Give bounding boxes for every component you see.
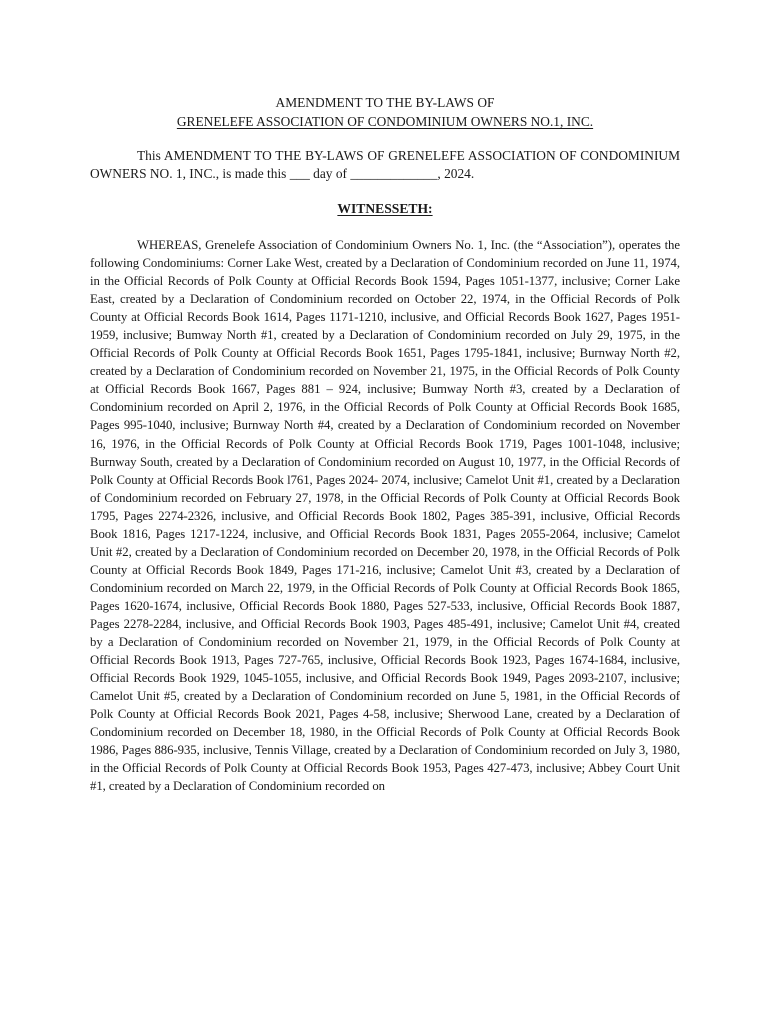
document-title-line-1: AMENDMENT TO THE BY-LAWS OF <box>275 95 495 110</box>
intro-paragraph: This AMENDMENT TO THE BY-LAWS OF GRENELEFE ASSOCIATION OF CONDOMINIUM OWNERS NO. 1, INC., is made this ___ day of _____________, 2024. <box>90 148 680 181</box>
witnesseth-heading: WITNESSETH: <box>337 201 433 216</box>
whereas-paragraph: WHEREAS, Grenelefe Association of Condominium Owners No. 1, Inc. (the “Association”), operates the following Condominiums: Corner Lake West, created by a Declaration of Condominium recorded on June 11, 1974, in the Official Records of Polk County at Official Records Book 1594, Pages 1051-1377, inclusive; Corner Lake East, created by a Declaration of Condominium recorded on October 22, 1974, in the Official Records of Polk County at Official Records Book 1614, Pages 1171-1210, inclusive, and Official Records Book 1627, Pages 1951-1959, inclusive; Bumway North #1, created by a Declaration of Condominium recorded on July 29, 1975, in the Official Records of Polk County at Official Records Book 1651, Pages 1795-1841, inclusive; Burnway North #2, created by a Declaration of Condominium recorded on November 21, 1975, in the Official Records of Polk County at Official Records Book 1667, Pages 881 – 924, inclusive; Bumway North #3, created by a Declaration of Condominium recorded on April 2, 1976, in the Official Records of Polk County at Official Records Book 1685, Pages 995-1040, inclusive; Burnway North #4, created by a Declaration of Condominium recorded on November 16, 1976, in the Official Records of Polk County at Official Records Book 1719, Pages 1001-1048, inclusive; Burnway South, created by a Declaration of Condominium recorded on August 10, 1977, in the Official Records of Polk County at Official Records Book l761, Pages 2024- 2074, inclusive; Camelot Unit #1, created by a Declaration of Condominium recorded on February 27, 1978, in the Official Records of Polk County at Official Records Book 1795, Pages 2274-2326, inclusive, and Official Records Book 1802, Pages 385-391, inclusive, Official Records Book 1816, Pages 1217-1224, inclusive, and Official Records Book 1831, Pages 2055-2064, inclusive; Camelot Unit #2, created by a Declaration of Condominium recorded on December 20, 1978, in the Official Records of Polk County at Official Records Book 1849, Pages 171-216, inclusive; Camelot Unit #3, created by a Declaration of Condominium recorded on March 22, 1979, in the Official Records of Polk County at Official Records Book 1865, Pages 1620-1674, inclusive, Official Records Book 1880, Pages 527-533, inclusive, Official Records Book 1887, Pages 2278-2284, inclusive, and Official Records Book 1903, Pages 485-491, inclusive; Camelot Unit #4, created by a Declaration of Condominium recorded on November 21, 1979, in the Official Records of Polk County at Official Records Book 1913, Pages 727-765, inclusive, Official Records Book 1923, Pages 1674-1684, inclusive, Official Records Book 1929, 1045-1055, inclusive, and Official Records Book 1949, Pages 2093-2107, inclusive; Camelot Unit #5, created by a Declaration of Condominium recorded on June 5, 1981, in the Official Records of Polk County at Official Records Book 2021, Pages 4-58, inclusive; Sherwood Lane, created by a Declaration of Condominium recorded on December 18, 1980, in the Official Records of Polk County at Official Records Book 1986, Pages 886-935, inclusive, Tennis Village, created by a Declaration of Condominium recorded on July 3, 1980, in the Official Records of Polk County at Official Records Book 1953, Pages 427-473, inclusive; Abbey Court Unit #1, created by a Declaration of Condominium recorded on <box>90 238 680 794</box>
document-title-line-2: GRENELEFE ASSOCIATION OF CONDOMINIUM OWNERS NO.1, INC. <box>176 114 594 129</box>
